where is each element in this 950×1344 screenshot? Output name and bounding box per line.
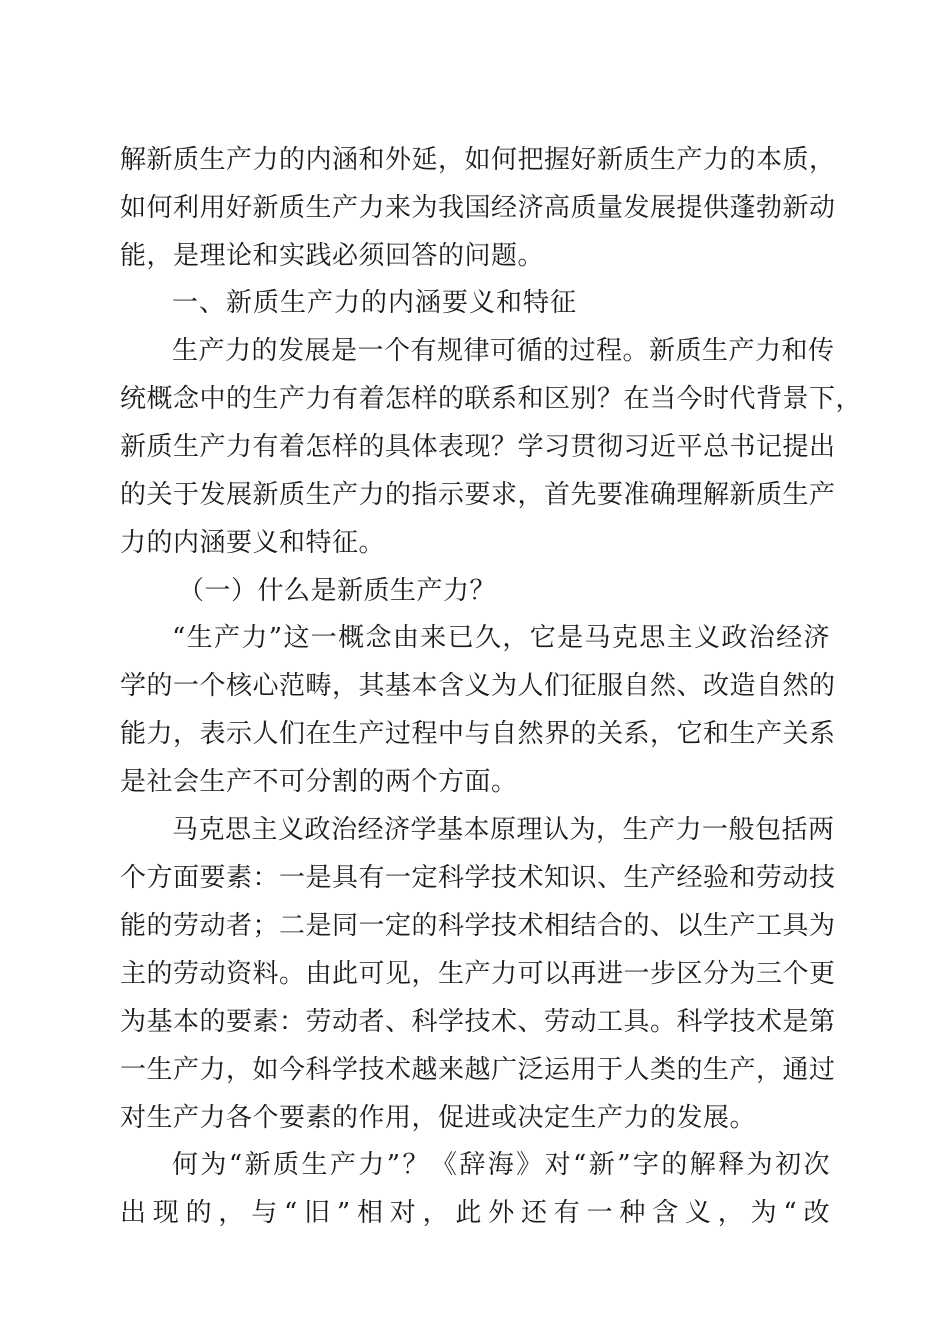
para4-line-1: 何为“新质生产力”？《辞海》对“新”字的解释为初次	[172, 1150, 830, 1180]
para3-line-6: 一生产力，如今科学技术越来越广泛运用于人类的生产，通过	[120, 1055, 836, 1085]
para2-line-3: 能力，表示人们在生产过程中与自然界的关系，它和生产关系	[120, 719, 836, 749]
para3-line-1: 马克思主义政治经济学基本原理认为，生产力一般包括两	[172, 815, 835, 845]
intro-line-1: 解新质生产力的内涵和外延，如何把握好新质生产力的本质，	[120, 145, 836, 175]
para1-line-4: 的关于发展新质生产力的指示要求，首先要准确理解新质生产	[120, 480, 836, 510]
para1-line-2: 统概念中的生产力有着怎样的联系和区别？在当今时代背景下，	[120, 384, 863, 414]
subsection-heading: （一）什么是新质生产力？	[178, 576, 497, 606]
para3-line-3: 能的劳动者；二是同一定的科学技术相结合的、以生产工具为	[120, 911, 836, 941]
para3-line-4: 主的劳动资料。由此可见，生产力可以再进一步区分为三个更	[120, 959, 836, 989]
para2-line-4: 是社会生产不可分割的两个方面。	[120, 767, 518, 797]
para1-line-1: 生产力的发展是一个有规律可循的过程。新质生产力和传	[172, 336, 835, 366]
intro-line-3: 能，是理论和实践必须回答的问题。	[120, 241, 545, 271]
intro-line-2: 如何利用好新质生产力来为我国经济高质量发展提供蓬勃新动	[120, 193, 836, 223]
para3-line-2: 个方面要素：一是具有一定科学技术知识、生产经验和劳动技	[120, 863, 836, 893]
para1-line-5: 力的内涵要义和特征。	[120, 528, 386, 558]
para2-line-2: 学的一个核心范畴，其基本含义为人们征服自然、改造自然的	[120, 671, 836, 701]
para4-line-2: 出现的，与“旧”相对，此外还有一种含义，为“改	[120, 1198, 830, 1228]
section-heading: 一、新质生产力的内涵要义和特征	[172, 288, 578, 318]
para3-line-5: 为基本的要素：劳动者、科学技术、劳动工具。科学技术是第	[120, 1007, 836, 1037]
para2-line-1: “生产力”这一概念由来已久，它是马克思主义政治经济	[172, 623, 830, 653]
para1-line-3: 新质生产力有着怎样的具体表现？学习贯彻习近平总书记提出	[120, 432, 836, 462]
para3-line-7: 对生产力各个要素的作用，促进或决定生产力的发展。	[120, 1103, 757, 1133]
